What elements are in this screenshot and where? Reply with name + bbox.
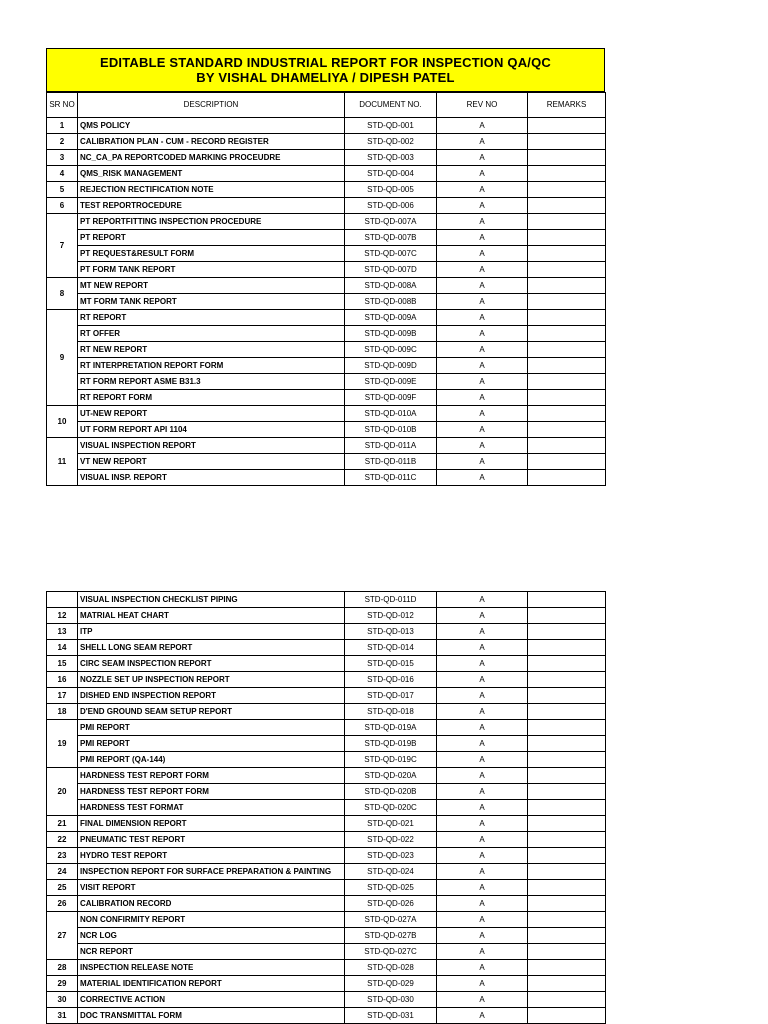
document-no-cell: STD-QD-008B [345,294,437,310]
remarks-cell [528,896,606,912]
rev-no-cell: A [437,736,528,752]
document-no-cell: STD-QD-013 [345,624,437,640]
remarks-cell [528,736,606,752]
description-cell: NC_CA_PA REPORTCODED MARKING PROCEUDRE [78,150,345,166]
description-cell: VISIT REPORT [78,880,345,896]
document-no-cell: STD-QD-007D [345,262,437,278]
description-cell: NOZZLE SET UP INSPECTION REPORT [78,672,345,688]
rev-no-cell: A [437,624,528,640]
table-row [47,896,606,912]
document-no-cell: STD-QD-018 [345,704,437,720]
document-no-cell: STD-QD-009A [345,310,437,326]
description-cell: CALIBRATION RECORD [78,896,345,912]
sr-no-cell: 13 [47,624,78,640]
table-row [47,608,606,624]
description-cell: MATERIAL IDENTIFICATION REPORT [78,976,345,992]
remarks-cell [528,294,606,310]
document-title-banner [46,48,605,92]
table-row [47,752,606,768]
sr-no-cell: 8 [47,278,78,310]
document-no-cell: STD-QD-020A [345,768,437,784]
rev-no-cell: A [437,816,528,832]
table-row [47,992,606,1008]
remarks-cell [528,960,606,976]
remarks-cell [528,422,606,438]
document-no-cell: STD-QD-011D [345,592,437,608]
table-header-row [47,93,606,118]
description-cell: RT NEW REPORT [78,342,345,358]
header-remarks: REMARKS [528,93,606,118]
description-cell: FINAL DIMENSION REPORT [78,816,345,832]
description-cell: PNEUMATIC TEST REPORT [78,832,345,848]
description-cell: PT REPORT [78,230,345,246]
table-row [47,976,606,992]
document-no-cell: STD-QD-009B [345,326,437,342]
remarks-cell [528,182,606,198]
rev-no-cell: A [437,246,528,262]
remarks-cell [528,752,606,768]
document-no-cell: STD-QD-002 [345,134,437,150]
remarks-cell [528,118,606,134]
rev-no-cell: A [437,358,528,374]
description-cell: PT REQUEST&RESULT FORM [78,246,345,262]
document-no-cell: STD-QD-004 [345,166,437,182]
remarks-cell [528,800,606,816]
remarks-cell [528,374,606,390]
table-row [47,374,606,390]
remarks-cell [528,278,606,294]
rev-no-cell: A [437,944,528,960]
rev-no-cell: A [437,294,528,310]
table-row [47,326,606,342]
table-row [47,800,606,816]
table-row [47,150,606,166]
document-no-cell: STD-QD-011B [345,454,437,470]
table-row [47,688,606,704]
remarks-cell [528,406,606,422]
table-row [47,342,606,358]
document-no-cell: STD-QD-030 [345,992,437,1008]
remarks-cell [528,880,606,896]
sr-no-cell: 2 [47,134,78,150]
header-rev-no: REV NO [437,93,528,118]
table-row [47,784,606,800]
description-cell: NCR REPORT [78,944,345,960]
rev-no-cell: A [437,134,528,150]
document-no-cell: STD-QD-023 [345,848,437,864]
table-row [47,278,606,294]
description-cell: CORRECTIVE ACTION [78,992,345,1008]
title-line-1: EDITABLE STANDARD INDUSTRIAL REPORT FOR INSPECTION QA/QC [99,55,552,70]
sr-no-cell: 20 [47,768,78,816]
description-cell: HARDNESS TEST REPORT FORM [78,768,345,784]
table-row [47,1008,606,1024]
rev-no-cell: A [437,960,528,976]
description-cell: PMI REPORT [78,720,345,736]
rev-no-cell: A [437,198,528,214]
remarks-cell [528,326,606,342]
table-row [47,720,606,736]
rev-no-cell: A [437,784,528,800]
remarks-cell [528,848,606,864]
table-row [47,390,606,406]
remarks-cell [528,214,606,230]
remarks-cell [528,342,606,358]
sr-no-cell: 16 [47,672,78,688]
table-row [47,848,606,864]
table-row [47,592,606,608]
table-row [47,422,606,438]
document-no-cell: STD-QD-005 [345,182,437,198]
remarks-cell [528,310,606,326]
table-row [47,960,606,976]
document-no-cell: STD-QD-003 [345,150,437,166]
remarks-cell [528,390,606,406]
remarks-cell [528,454,606,470]
sr-no-cell: 18 [47,704,78,720]
description-cell: PMI REPORT (QA-144) [78,752,345,768]
header-sr-no: SR NO [47,93,78,118]
table-row [47,672,606,688]
description-cell: HARDNESS TEST REPORT FORM [78,784,345,800]
sr-no-cell [47,592,78,608]
table-row [47,198,606,214]
sr-no-cell: 12 [47,608,78,624]
title-line-2: BY VISHAL DHAMELIYA / DIPESH PATEL [196,69,455,85]
description-cell: SHELL LONG SEAM REPORT [78,640,345,656]
table-row [47,438,606,454]
rev-no-cell: A [437,166,528,182]
rev-no-cell: A [437,150,528,166]
rev-no-cell: A [437,592,528,608]
table-row [47,134,606,150]
sr-no-cell: 31 [47,1008,78,1024]
document-no-cell: STD-QD-009D [345,358,437,374]
description-cell: INSPECTION RELEASE NOTE [78,960,345,976]
description-cell: VT NEW REPORT [78,454,345,470]
remarks-cell [528,688,606,704]
table-row [47,736,606,752]
rev-no-cell: A [437,278,528,294]
sr-no-cell: 10 [47,406,78,438]
description-cell: ITP [78,624,345,640]
description-cell: MT FORM TANK REPORT [78,294,345,310]
rev-no-cell: A [437,992,528,1008]
table-row [47,768,606,784]
sr-no-cell: 3 [47,150,78,166]
rev-no-cell: A [437,880,528,896]
remarks-cell [528,608,606,624]
table-row [47,182,606,198]
rev-no-cell: A [437,688,528,704]
description-cell: VISUAL INSPECTION REPORT [78,438,345,454]
sr-no-cell: 11 [47,438,78,486]
rev-no-cell: A [437,720,528,736]
rev-no-cell: A [437,230,528,246]
sr-no-cell: 27 [47,912,78,960]
document-no-cell: STD-QD-009E [345,374,437,390]
remarks-cell [528,470,606,486]
description-cell: RT INTERPRETATION REPORT FORM [78,358,345,374]
sr-no-cell: 26 [47,896,78,912]
sr-no-cell: 4 [47,166,78,182]
remarks-cell [528,150,606,166]
document-no-cell: STD-QD-020B [345,784,437,800]
remarks-cell [528,624,606,640]
remarks-cell [528,134,606,150]
document-no-cell: STD-QD-008A [345,278,437,294]
document-no-cell: STD-QD-020C [345,800,437,816]
document-no-cell: STD-QD-007B [345,230,437,246]
rev-no-cell: A [437,832,528,848]
document-no-cell: STD-QD-009C [345,342,437,358]
remarks-cell [528,912,606,928]
remarks-cell [528,720,606,736]
rev-no-cell: A [437,864,528,880]
rev-no-cell: A [437,262,528,278]
rev-no-cell: A [437,640,528,656]
document-no-cell: STD-QD-019A [345,720,437,736]
description-cell: RT FORM REPORT ASME B31.3 [78,374,345,390]
description-cell: VISUAL INSP. REPORT [78,470,345,486]
document-no-cell: STD-QD-027A [345,912,437,928]
rev-no-cell: A [437,470,528,486]
remarks-cell [528,864,606,880]
document-no-cell: STD-QD-019C [345,752,437,768]
remarks-cell [528,992,606,1008]
rev-no-cell: A [437,752,528,768]
rev-no-cell: A [437,768,528,784]
description-cell: MT NEW REPORT [78,278,345,294]
document-no-cell: STD-QD-001 [345,118,437,134]
description-cell: MATRIAL HEAT CHART [78,608,345,624]
document-no-cell: STD-QD-016 [345,672,437,688]
table-row [47,310,606,326]
description-cell: NCR LOG [78,928,345,944]
remarks-cell [528,198,606,214]
table-row [47,454,606,470]
description-cell: DISHED END INSPECTION REPORT [78,688,345,704]
table-row [47,816,606,832]
remarks-cell [528,976,606,992]
document-no-cell: STD-QD-019B [345,736,437,752]
table-row [47,470,606,486]
document-no-cell: STD-QD-027B [345,928,437,944]
table-row [47,656,606,672]
remarks-cell [528,246,606,262]
rev-no-cell: A [437,118,528,134]
sr-no-cell: 15 [47,656,78,672]
description-cell: CALIBRATION PLAN - CUM - RECORD REGISTER [78,134,345,150]
table-row [47,358,606,374]
table-row [47,640,606,656]
remarks-cell [528,656,606,672]
sr-no-cell: 22 [47,832,78,848]
description-cell: QMS_RISK MANAGEMENT [78,166,345,182]
table-row [47,230,606,246]
description-cell: PT FORM TANK REPORT [78,262,345,278]
table-row [47,880,606,896]
document-no-cell: STD-QD-022 [345,832,437,848]
table-row [47,864,606,880]
rev-no-cell: A [437,800,528,816]
description-cell: TEST REPORTROCEDURE [78,198,345,214]
table-row [47,912,606,928]
description-cell: REJECTION RECTIFICATION NOTE [78,182,345,198]
document-no-cell: STD-QD-028 [345,960,437,976]
rev-no-cell: A [437,214,528,230]
description-cell: RT OFFER [78,326,345,342]
header-document-no: DOCUMENT NO. [345,93,437,118]
sr-no-cell: 7 [47,214,78,278]
document-no-cell: STD-QD-011C [345,470,437,486]
table-row [47,166,606,182]
sr-no-cell: 9 [47,310,78,406]
table-row [47,928,606,944]
document-no-cell: STD-QD-012 [345,608,437,624]
remarks-cell [528,832,606,848]
document-no-cell: STD-QD-025 [345,880,437,896]
rev-no-cell: A [437,390,528,406]
sr-no-cell: 21 [47,816,78,832]
rev-no-cell: A [437,310,528,326]
remarks-cell [528,768,606,784]
document-no-cell: STD-QD-010A [345,406,437,422]
sr-no-cell: 23 [47,848,78,864]
document-no-cell: STD-QD-011A [345,438,437,454]
remarks-cell [528,262,606,278]
rev-no-cell: A [437,182,528,198]
document-no-cell: STD-QD-029 [345,976,437,992]
table-row [47,246,606,262]
sr-no-cell: 14 [47,640,78,656]
document-no-cell: STD-QD-021 [345,816,437,832]
remarks-cell [528,704,606,720]
remarks-cell [528,928,606,944]
description-cell: D'END GROUND SEAM SETUP REPORT [78,704,345,720]
remarks-cell [528,438,606,454]
description-cell: RT REPORT FORM [78,390,345,406]
rev-no-cell: A [437,928,528,944]
description-cell: HARDNESS TEST FORMAT [78,800,345,816]
sr-no-cell: 25 [47,880,78,896]
description-cell: DOC TRANSMITTAL FORM [78,1008,345,1024]
sr-no-cell: 17 [47,688,78,704]
description-cell: UT FORM REPORT API 1104 [78,422,345,438]
description-cell: VISUAL INSPECTION CHECKLIST PIPING [78,592,345,608]
document-no-cell: STD-QD-007A [345,214,437,230]
document-no-cell: STD-QD-024 [345,864,437,880]
table-row [47,214,606,230]
description-cell: UT-NEW REPORT [78,406,345,422]
remarks-cell [528,230,606,246]
sr-no-cell: 5 [47,182,78,198]
document-no-cell: STD-QD-007C [345,246,437,262]
rev-no-cell: A [437,454,528,470]
sr-no-cell: 1 [47,118,78,134]
sr-no-cell: 28 [47,960,78,976]
document-no-cell: STD-QD-031 [345,1008,437,1024]
rev-no-cell: A [437,1008,528,1024]
rev-no-cell: A [437,976,528,992]
document-no-cell: STD-QD-015 [345,656,437,672]
table-row [47,406,606,422]
description-cell: PMI REPORT [78,736,345,752]
rev-no-cell: A [437,342,528,358]
rev-no-cell: A [437,422,528,438]
table-row [47,262,606,278]
sr-no-cell: 19 [47,720,78,768]
table-row [47,118,606,134]
register-table-page-2 [46,591,606,1024]
table-row [47,294,606,310]
remarks-cell [528,784,606,800]
remarks-cell [528,166,606,182]
rev-no-cell: A [437,704,528,720]
table-row [47,624,606,640]
document-no-cell: STD-QD-014 [345,640,437,656]
description-cell: PT REPORTFITTING INSPECTION PROCEDURE [78,214,345,230]
table-row [47,832,606,848]
rev-no-cell: A [437,912,528,928]
description-cell: QMS POLICY [78,118,345,134]
remarks-cell [528,592,606,608]
remarks-cell [528,358,606,374]
register-table-page-1 [46,92,606,486]
remarks-cell [528,640,606,656]
rev-no-cell: A [437,374,528,390]
rev-no-cell: A [437,656,528,672]
header-description: DESCRIPTION [78,93,345,118]
remarks-cell [528,816,606,832]
remarks-cell [528,944,606,960]
table-row [47,704,606,720]
document-no-cell: STD-QD-027C [345,944,437,960]
remarks-cell [528,672,606,688]
description-cell: CIRC SEAM INSPECTION REPORT [78,656,345,672]
table-row [47,944,606,960]
sr-no-cell: 29 [47,976,78,992]
document-no-cell: STD-QD-026 [345,896,437,912]
document-no-cell: STD-QD-009F [345,390,437,406]
rev-no-cell: A [437,848,528,864]
sr-no-cell: 24 [47,864,78,880]
rev-no-cell: A [437,896,528,912]
sr-no-cell: 30 [47,992,78,1008]
description-cell: INSPECTION REPORT FOR SURFACE PREPARATION & PAINTING [78,864,345,880]
rev-no-cell: A [437,438,528,454]
sr-no-cell: 6 [47,198,78,214]
description-cell: NON CONFIRMITY REPORT [78,912,345,928]
rev-no-cell: A [437,406,528,422]
document-no-cell: STD-QD-006 [345,198,437,214]
rev-no-cell: A [437,672,528,688]
rev-no-cell: A [437,326,528,342]
document-no-cell: STD-QD-017 [345,688,437,704]
remarks-cell [528,1008,606,1024]
rev-no-cell: A [437,608,528,624]
description-cell: RT REPORT [78,310,345,326]
description-cell: HYDRO TEST REPORT [78,848,345,864]
document-no-cell: STD-QD-010B [345,422,437,438]
